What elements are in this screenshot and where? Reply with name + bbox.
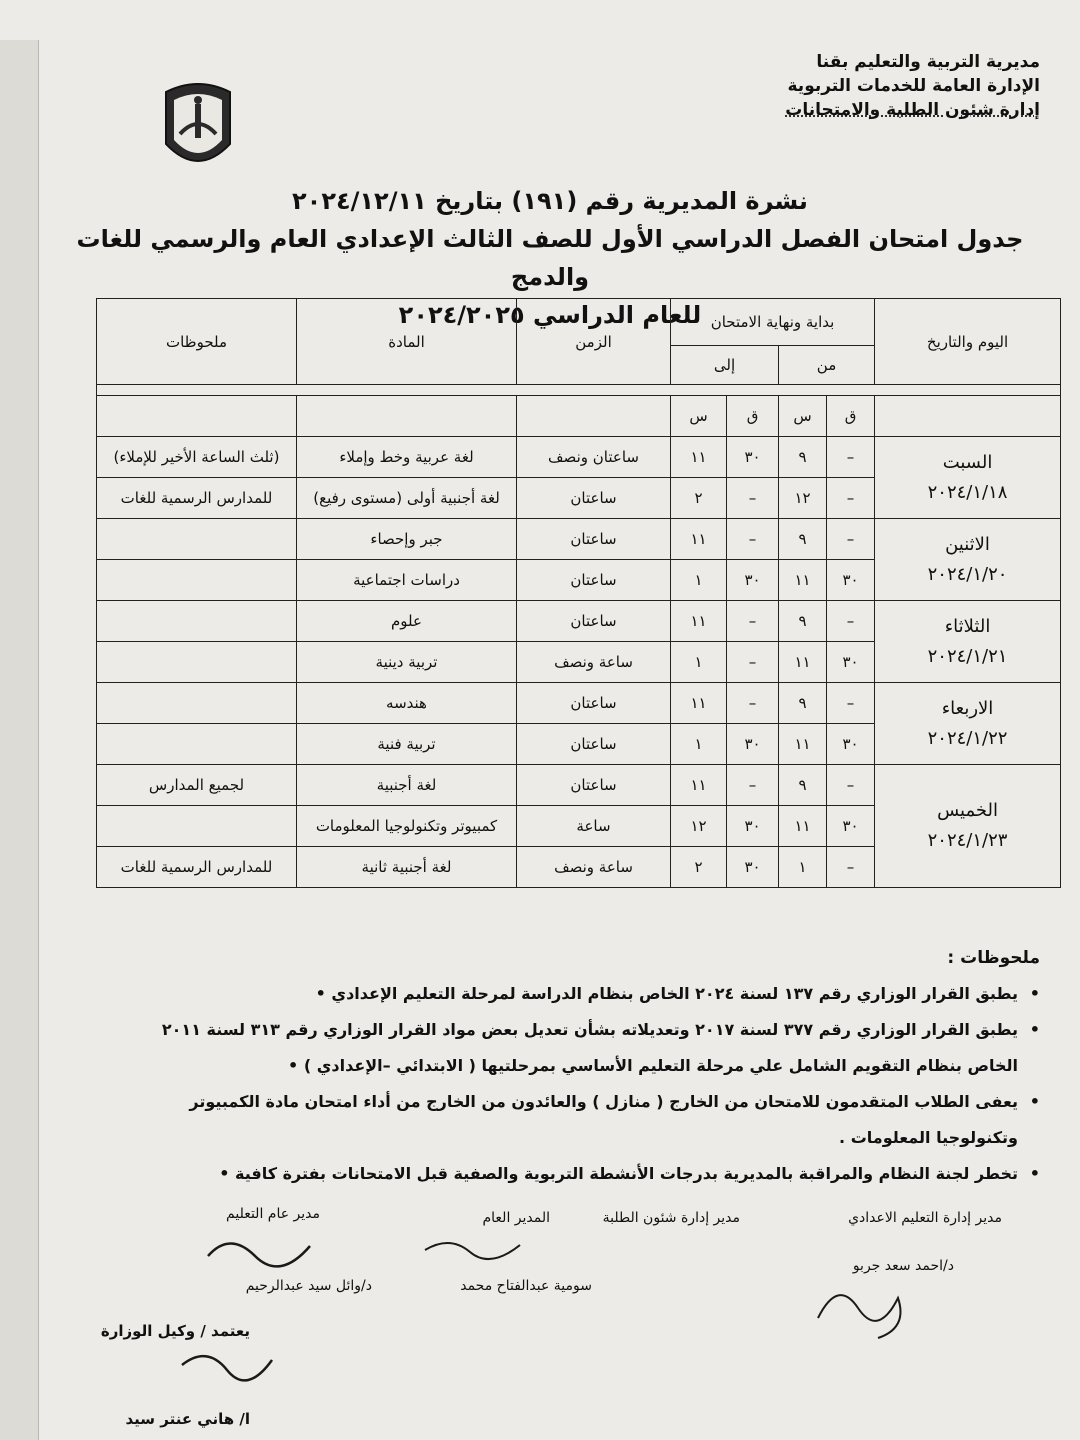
signature-title-secondary-ed: مدير إدارة التعليم الاعدادي — [848, 1210, 1002, 1226]
schedule-title: جدول امتحان الفصل الدراسي الأول للصف الثالث الإعدادي العام والرسمي للغات والدمج — [76, 225, 1024, 291]
day-cell — [875, 437, 1061, 519]
duration-cell: ساعة — [517, 806, 671, 847]
from-minutes-cell: – — [827, 765, 875, 806]
day-name: الاربعاء — [941, 697, 994, 719]
subject-cell: لغة عربية وخط وإملاء — [297, 437, 517, 478]
from-minutes-cell: ٣٠ — [827, 724, 875, 765]
from-minutes-cell: – — [827, 847, 875, 888]
duration-cell: ساعتان — [517, 765, 671, 806]
ministry-logo — [158, 74, 238, 184]
day-cell — [875, 683, 1061, 765]
from-minutes-cell: ٣٠ — [827, 642, 875, 683]
from-hour-cell: ١١ — [779, 806, 827, 847]
to-minutes-cell: ٣٠ — [727, 560, 779, 601]
day-cell — [875, 519, 1061, 601]
header-notes: ملحوظات — [97, 299, 297, 385]
subject-cell: كمبيوتر وتكنولوجيا المعلومات — [297, 806, 517, 847]
duration-cell: ساعتان — [517, 519, 671, 560]
page-edge — [0, 40, 39, 1440]
note-cell — [97, 683, 297, 724]
day-cell — [875, 765, 1061, 888]
approval-title: يعتمد / وكيل الوزارة — [100, 1322, 250, 1340]
note-cell — [97, 724, 297, 765]
col-s: س — [671, 396, 727, 437]
subject-cell: دراسات اجتماعية — [297, 560, 517, 601]
to-hour-cell: ١١ — [671, 601, 727, 642]
col-q: ق — [727, 396, 779, 437]
subject-cell: جبر وإحصاء — [297, 519, 517, 560]
subject-cell: هندسه — [297, 683, 517, 724]
to-hour-cell: ١ — [671, 560, 727, 601]
exam-schedule-table — [96, 298, 1061, 888]
subject-cell: لغة أجنبية ثانية — [297, 847, 517, 888]
header-to: إلى — [671, 346, 779, 385]
signature-title-general-director: المدير العام — [482, 1210, 550, 1226]
directorate-header — [740, 50, 1040, 122]
to-minutes-cell: ٣٠ — [727, 806, 779, 847]
signature-mark — [200, 1226, 320, 1276]
note-cell — [97, 519, 297, 560]
to-minutes-cell: – — [727, 642, 779, 683]
day-date: ٢٠٢٤/١/٢١ — [927, 645, 1008, 667]
subject-cell: تربية فنية — [297, 724, 517, 765]
schedule-row — [97, 437, 1061, 478]
notes-list — [120, 976, 1040, 1192]
header-line-2: الإدارة العامة للخدمات التربوية — [787, 76, 1040, 96]
to-minutes-cell: – — [727, 478, 779, 519]
from-minutes-cell: – — [827, 478, 875, 519]
signature-title-student-affairs: مدير إدارة شئون الطلبة — [602, 1210, 740, 1226]
from-minutes-cell: – — [827, 437, 875, 478]
note-cell — [97, 806, 297, 847]
from-minutes-cell: – — [827, 683, 875, 724]
schedule-body — [97, 385, 1061, 888]
day-date: ٢٠٢٤/١/٢٣ — [927, 830, 1008, 851]
approval-name: ا/ هاني عنتر سيد — [125, 1410, 250, 1428]
signature-mark — [420, 1230, 530, 1270]
signature-mark — [172, 1340, 282, 1390]
signature-name-secondary-ed: د/احمد سعد جربو — [852, 1258, 954, 1274]
from-minutes-cell: – — [827, 519, 875, 560]
to-minutes-cell: ٣٠ — [727, 724, 779, 765]
to-hour-cell: ١ — [671, 642, 727, 683]
duration-cell: ساعة ونصف — [517, 847, 671, 888]
note-item: • يعفى الطلاب المتقدمون للامتحان من الخارج ( منازل ) والعائدون من الخارج من أداء امتحان مادة الكمبيوتر وتكنولوجيا المعلومات . — [120, 1084, 1018, 1156]
note-cell: للمدارس الرسمية للغات — [97, 847, 297, 888]
day-name: الثلاثاء — [944, 615, 991, 637]
to-hour-cell: ١١ — [671, 683, 727, 724]
note-cell: لجميع المدارس — [97, 765, 297, 806]
signature-name-education-director: د/وائل سيد عبدالرحيم — [245, 1278, 372, 1294]
subject-cell: علوم — [297, 601, 517, 642]
to-minutes-cell: ٣٠ — [727, 437, 779, 478]
from-hour-cell: ١٢ — [779, 478, 827, 519]
duration-cell: ساعتان — [517, 601, 671, 642]
note-cell — [97, 642, 297, 683]
day-name: الاثنين — [945, 533, 990, 555]
to-hour-cell: ١١ — [671, 519, 727, 560]
to-minutes-cell: – — [727, 765, 779, 806]
header-day: اليوم والتاريخ — [875, 299, 1061, 385]
duration-cell: ساعة ونصف — [517, 642, 671, 683]
col-q: ق — [827, 396, 875, 437]
subject-cell: لغة أجنبية — [297, 765, 517, 806]
to-hour-cell: ١١ — [671, 437, 727, 478]
note-item: • تخطر لجنة النظام والمراقبة بالمديرية بدرجات الأنشطة التربوية والصفية قبل الامتحانات بفترة كافية • — [120, 1156, 1018, 1192]
day-name: الخميس — [937, 800, 998, 821]
from-hour-cell: ١١ — [779, 642, 827, 683]
to-hour-cell: ١١ — [671, 765, 727, 806]
subject-cell: تربية دينية — [297, 642, 517, 683]
duration-cell: ساعتان — [517, 724, 671, 765]
notes-title: ملحوظات : — [947, 948, 1040, 968]
from-hour-cell: ٩ — [779, 601, 827, 642]
header-duration: الزمن — [517, 299, 671, 385]
note-cell — [97, 601, 297, 642]
schedule-row — [97, 601, 1061, 642]
duration-cell: ساعتان — [517, 478, 671, 519]
signature-name-student-affairs: سومية عبدالفتاح محمد — [460, 1278, 592, 1294]
note-cell — [97, 560, 297, 601]
schedule-row — [97, 765, 1061, 806]
note-item: • يطبق القرار الوزاري رقم ١٣٧ لسنة ٢٠٢٤ الخاص بنظام الدراسة لمرحلة التعليم الإعدادي • — [120, 976, 1018, 1012]
notes-section — [120, 940, 1040, 1192]
day-cell — [875, 601, 1061, 683]
note-item: • يطبق القرار الوزاري رقم ٣٧٧ لسنة ٢٠١٧ وتعديلاته بشأن تعديل بعض مواد القرار الوزاري رقم ٣١٣ لسنة ٢٠١١ الخاص بنظام التقويم الشامل علي مرحلة التعليم الأساسي بمرحلتيها ( الابتدائي –الإعدادي ) • — [120, 1012, 1018, 1084]
from-hour-cell: ٩ — [779, 519, 827, 560]
header-line-1: مديرية التربية والتعليم بقنا — [816, 52, 1040, 72]
header-subject: المادة — [297, 299, 517, 385]
to-hour-cell: ١ — [671, 724, 727, 765]
day-date: ٢٠٢٤/١/٢٢ — [927, 727, 1008, 749]
from-hour-cell: ١١ — [779, 560, 827, 601]
col-s: س — [779, 396, 827, 437]
note-cell: للمدارس الرسمية للغات — [97, 478, 297, 519]
day-date: ٢٠٢٤/١/٢٠ — [927, 563, 1008, 585]
schedule-row — [97, 519, 1061, 560]
subject-cell: لغة أجنبية أولى (مستوى رفيع) — [297, 478, 517, 519]
from-minutes-cell: ٣٠ — [827, 806, 875, 847]
bulletin-line: نشرة المديرية رقم (١٩١) بتاريخ ٢٠٢٤/١٢/١١ — [292, 187, 808, 215]
to-minutes-cell: ٣٠ — [727, 847, 779, 888]
day-name: السبت — [942, 451, 993, 473]
duration-cell: ساعتان ونصف — [517, 437, 671, 478]
academic-year: للعام الدراسي ٢٠٢٤/٢٠٢٥ — [398, 301, 702, 329]
duration-cell: ساعتان — [517, 560, 671, 601]
signature-title-education-director: مدير عام التعليم — [226, 1206, 320, 1222]
from-minutes-cell: ٣٠ — [827, 560, 875, 601]
to-minutes-cell: – — [727, 519, 779, 560]
header-line-3: إدارة شئون الطلبة والامتحانات — [785, 100, 1040, 120]
header-from: من — [779, 346, 875, 385]
to-hour-cell: ٢ — [671, 847, 727, 888]
from-hour-cell: ٩ — [779, 683, 827, 724]
from-hour-cell: ٩ — [779, 765, 827, 806]
from-hour-cell: ٩ — [779, 437, 827, 478]
to-hour-cell: ٢ — [671, 478, 727, 519]
day-cell-spacer — [875, 396, 1061, 437]
note-cell: (ثلث الساعة الأخير للإملاء) — [97, 437, 297, 478]
from-hour-cell: ١١ — [779, 724, 827, 765]
schedule-row — [97, 683, 1061, 724]
duration-cell: ساعتان — [517, 683, 671, 724]
from-hour-cell: ١ — [779, 847, 827, 888]
header-period: بداية ونهاية الامتحان — [671, 299, 875, 346]
day-date: ٢٠٢٤/١/١٨ — [927, 481, 1008, 503]
signature-mark — [808, 1268, 928, 1348]
to-minutes-cell: – — [727, 601, 779, 642]
to-hour-cell: ١٢ — [671, 806, 727, 847]
to-minutes-cell: – — [727, 683, 779, 724]
from-minutes-cell: – — [827, 601, 875, 642]
